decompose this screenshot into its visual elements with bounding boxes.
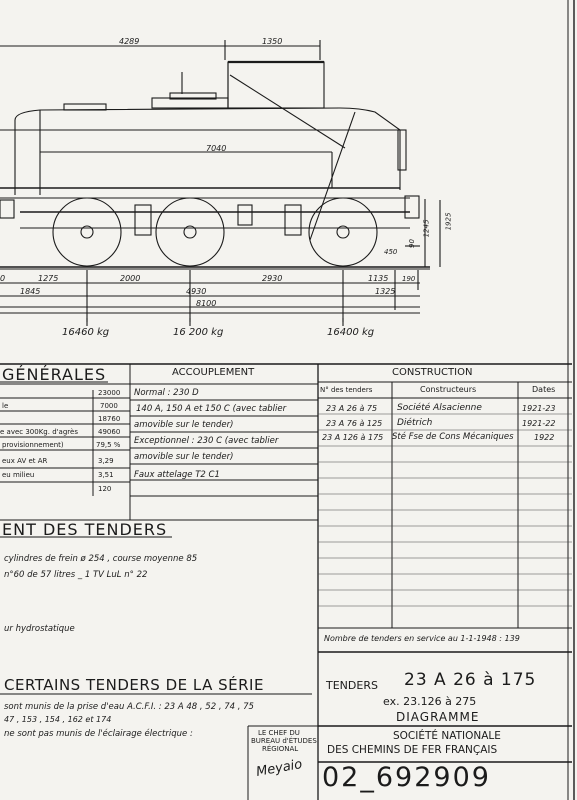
construction-row-tenders: 23 A 126 à 175 <box>322 433 384 442</box>
weight-axle-3: 16400 kg <box>327 327 375 338</box>
title-tenders-label: TENDERS <box>326 679 378 692</box>
construction-row-constructeur: Diétrich <box>397 418 433 428</box>
dim-190: 190 <box>402 275 416 283</box>
accouplement-line: Exceptionnel : 230 C (avec tablier <box>134 436 279 446</box>
chef-line: LE CHEF DU <box>258 729 300 737</box>
construction-row-constructeur: Sté Fse de Cons Mécaniques <box>392 432 514 442</box>
dim-1135: 1135 <box>368 274 389 283</box>
weight-axle-1: 16460 kg <box>62 327 110 338</box>
generales-value: 79,5 % <box>96 441 121 449</box>
dim-left-0: 0 <box>0 274 6 283</box>
generales-value: 49060 <box>98 428 121 436</box>
title-societe-1: SOCIÉTÉ NATIONALE <box>393 730 501 742</box>
dim-2000: 2000 <box>120 274 141 283</box>
dim-1845: 1845 <box>20 287 41 296</box>
generales-value: 3,29 <box>98 457 114 465</box>
accouplement-line: 140 A, 150 A et 150 C (avec tablier <box>136 404 287 414</box>
dim-7040: 7040 <box>206 144 227 153</box>
dim-8100: 8100 <box>196 299 217 308</box>
equipement-line: ur hydrostatique <box>4 624 75 634</box>
drawing-number: 02_692909 <box>322 762 491 793</box>
construction-header-constructeurs: Constructeurs <box>420 385 477 394</box>
construction-header-tenders: N° des tenders <box>320 386 373 394</box>
generales-title: GÉNÉRALES <box>2 365 107 384</box>
equipement-line: n°60 de 57 litres _ 1 TV LuL n° 22 <box>4 570 148 580</box>
generales-label: eu milieu <box>2 471 35 479</box>
title-societe-2: DES CHEMINS DE FER FRANÇAIS <box>327 744 498 756</box>
title-diagramme: DIAGRAMME <box>396 710 480 724</box>
construction-row-dates: 1921-23 <box>522 404 556 413</box>
dim-1925: 1925 <box>444 212 453 231</box>
construction-row-tenders: 23 A 76 à 125 <box>326 419 383 428</box>
construction-row-dates: 1922 <box>534 433 555 442</box>
dim-2930: 2930 <box>262 274 283 283</box>
equipement-line: cylindres de frein ø 254 , course moyenne 85 <box>4 554 198 564</box>
dim-450: 450 <box>384 248 398 256</box>
accouplement-title: ACCOUPLEMENT <box>172 367 255 378</box>
certains-title: CERTAINS TENDERS DE LA SÉRIE <box>4 676 264 694</box>
generales-value: 7000 <box>100 402 118 410</box>
accouplement-line: Faux attelage T2 C1 <box>134 470 220 480</box>
dim-1245: 1245 <box>422 219 431 238</box>
dim-4289: 4289 <box>119 37 140 46</box>
certains-line: sont munis de la prise d'eau A.C.F.I. : 23 A 48 , 52 , 74 , 75 <box>4 702 254 712</box>
dim-1350: 1350 <box>262 37 283 46</box>
accouplement-line: amovible sur le tender) <box>134 452 234 462</box>
dim-1275: 1275 <box>38 274 59 283</box>
generales-label: le <box>2 402 9 410</box>
accouplement-line: Normal : 230 D <box>134 388 199 398</box>
generales-label: eux AV et AR <box>2 457 48 465</box>
generales-label: e avec 300Kg. d'agrès <box>0 428 78 436</box>
certains-line: ne sont pas munis de l'éclairage électrique : <box>4 729 193 739</box>
construction-row-constructeur: Société Alsacienne <box>397 403 482 413</box>
generales-value: 120 <box>98 485 112 493</box>
construction-header-dates: Dates <box>532 385 556 394</box>
weight-axle-2: 16 200 kg <box>173 327 224 338</box>
generales-label: provisionnement) <box>2 441 64 449</box>
construction-title: CONSTRUCTION <box>392 367 473 378</box>
construction-row-tenders: 23 A 26 à 75 <box>326 404 378 413</box>
title-ex: ex. 23.126 à 275 <box>383 695 477 708</box>
dim-90: 90 <box>407 239 416 248</box>
dim-1325: 1325 <box>375 287 396 296</box>
dim-4930: 4930 <box>186 287 207 296</box>
tenders-in-service: Nombre de tenders en service au 1-1-1948 : 139 <box>324 634 520 643</box>
generales-value: 23000 <box>98 389 121 397</box>
title-series: 23 A 26 à 175 <box>404 670 537 690</box>
chef-signature: Meyaio <box>255 757 304 780</box>
accouplement-line: amovible sur le tender) <box>134 420 234 430</box>
generales-value: 3,51 <box>98 471 114 479</box>
equipement-title: ENT DES TENDERS <box>2 520 168 539</box>
chef-line: RÉGIONAL <box>262 745 299 753</box>
generales-value: 18760 <box>98 415 121 423</box>
chef-line: BUREAU d'ÉTUDES <box>251 737 317 745</box>
construction-row-dates: 1921-22 <box>522 419 556 428</box>
certains-line: 47 , 153 , 154 , 162 et 174 <box>4 715 112 724</box>
